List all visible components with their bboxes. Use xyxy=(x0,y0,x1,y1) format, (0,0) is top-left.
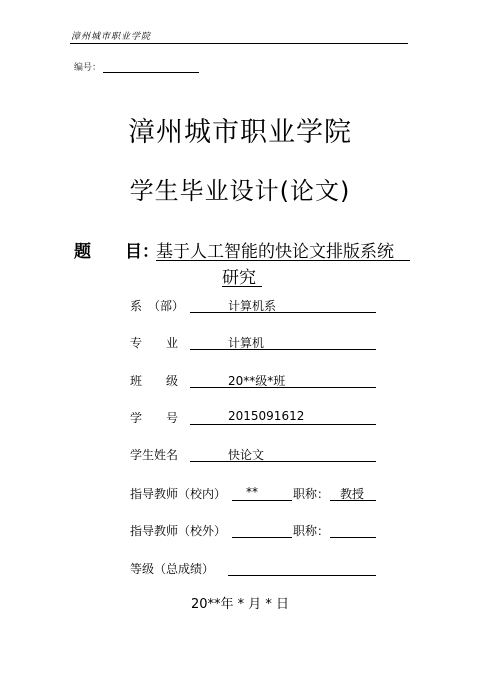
header-school-name: 漳州城市职业学院 xyxy=(71,32,152,42)
serial-number xyxy=(74,60,199,73)
field-value: ** xyxy=(246,485,258,499)
field-label: 系 （部） xyxy=(130,299,185,313)
topic-underline-2 xyxy=(222,286,262,287)
field-label: 专 业 xyxy=(130,336,179,350)
cover-date: 20**年 * 月 * 日 xyxy=(190,597,290,612)
topic-underline-1 xyxy=(156,260,410,261)
topic-line-2: 研究 xyxy=(222,268,256,288)
field-value: 计算机系 xyxy=(228,299,277,313)
field-line xyxy=(232,485,292,501)
topic-label: 题 目： xyxy=(74,242,159,262)
field-extra-label: 职称： xyxy=(293,487,330,501)
cover-school-name: 漳州城市职业学院 xyxy=(128,117,352,148)
field-line xyxy=(190,297,376,313)
field-value: 快论文 xyxy=(228,448,265,462)
field-value: 20**级*班 xyxy=(228,374,286,388)
field-label: 等级（总成绩） xyxy=(130,562,215,576)
field-label: 指导教师（校外） xyxy=(130,524,227,538)
field-extra-value: 教授 xyxy=(340,487,365,501)
field-value: 计算机 xyxy=(228,336,265,350)
serial-label: 编号： xyxy=(74,63,102,73)
header-rule xyxy=(70,43,408,44)
field-line xyxy=(190,446,376,462)
field-extra-line xyxy=(330,522,376,538)
field-label: 学生姓名 xyxy=(130,448,179,462)
field-value: 2015091612 xyxy=(228,409,305,423)
field-label: 学 号 xyxy=(130,411,179,425)
cover-thesis-title: 学生毕业设计(论文) xyxy=(129,177,351,205)
field-extra-label: 职称： xyxy=(293,524,330,538)
field-line xyxy=(232,522,292,538)
field-line xyxy=(228,560,376,576)
field-label: 班 级 xyxy=(130,374,179,388)
serial-blank-line xyxy=(103,63,199,73)
topic-line-1: 基于人工智能的快论文排版系统 xyxy=(156,242,394,262)
field-label: 指导教师（校内） xyxy=(130,487,227,501)
field-line xyxy=(190,334,376,350)
